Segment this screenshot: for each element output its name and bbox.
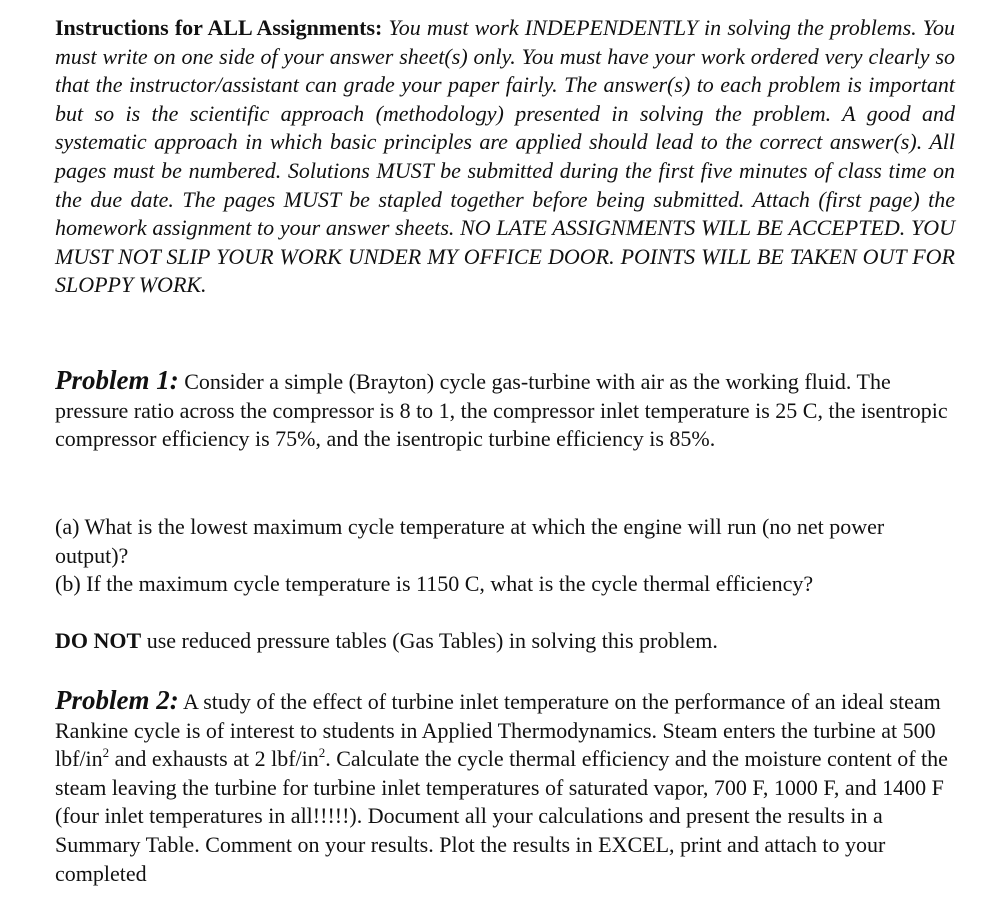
problem-1-part-b: (b) If the maximum cycle temperature is 1150 C, what is the cycle thermal efficiency? [55, 571, 814, 597]
problem-1-note-bold: DO NOT [55, 628, 142, 653]
problem-2-text-1: A study of the effect of turbine inlet temperature on the performance of an ideal steam Rankine cycle is of interest to students in Applied Thermodynamics. Steam enters the turbine at 500 lbf/in [55, 689, 941, 772]
superscript-2-a: 2 [102, 745, 110, 761]
problem-1-note-text: use reduced pressure tables (Gas Tables) in solving this problem. [141, 628, 718, 653]
superscript-2-b: 2 [318, 745, 326, 761]
problem-1-title: Problem 1: [55, 365, 179, 395]
problem-1-statement [55, 366, 955, 454]
problem-1-questions [55, 513, 955, 599]
problem-1-note [55, 627, 955, 656]
instructions-body: You must work INDEPENDENTLY in solving the problems. You must write on one side of your answer sheet(s) only. You must have your work ordered very clearly so that the instructor/assistant can grade your paper fairly. The answer(s) to each problem is important but so is the scientific approach (methodology) presented in solving the problem. A good and systematic approach in which basic principles are applied should lead to the correct answer(s). All pages must be numbered. Solutions MUST be submitted during the first five minutes of class time on the due date. The pages MUST be stapled together before being submitted. Attach (first page) the homework assignment to your answer sheets. NO LATE ASSIGNMENTS WILL BE ACCEPTED. YOU MUST NOT SLIP YOUR WORK UNDER MY OFFICE DOOR. POINTS WILL BE TAKEN OUT FOR SLOPPY WORK. [55, 15, 955, 298]
problem-2-title: Problem 2: [55, 685, 179, 715]
problem-2-text-3: . Calculate the cycle thermal efficiency and the moisture content of the steam leaving the turbine for turbine inlet temperatures of saturated vapor, 700 F, 1000 F, and 1400 F (four inlet temperatures in all!!!!!). Document all your calculations and present the results in a Summary Table. Comment on your results. Plot the results in EXCEL, print and attach to your completed [55, 746, 948, 886]
problem-1-text: Consider a simple (Brayton) cycle gas-turbine with air as the working fluid. The pressure ratio across the compressor is 8 to 1, the compressor inlet temperature is 25 C, the isentropic compressor efficiency is 75%, and the isentropic turbine efficiency is 85%. [55, 369, 948, 452]
instructions-colon: : [375, 15, 383, 40]
problem-2-statement [55, 686, 955, 888]
instructions-lead: Instructions for ALL Assignments [55, 15, 376, 40]
problem-2-text-2: and exhausts at 2 lbf/in [109, 746, 319, 772]
instructions-paragraph [55, 14, 955, 300]
problem-1-part-a: (a) What is the lowest maximum cycle temperature at which the engine will run (no net power output)? [55, 514, 885, 568]
